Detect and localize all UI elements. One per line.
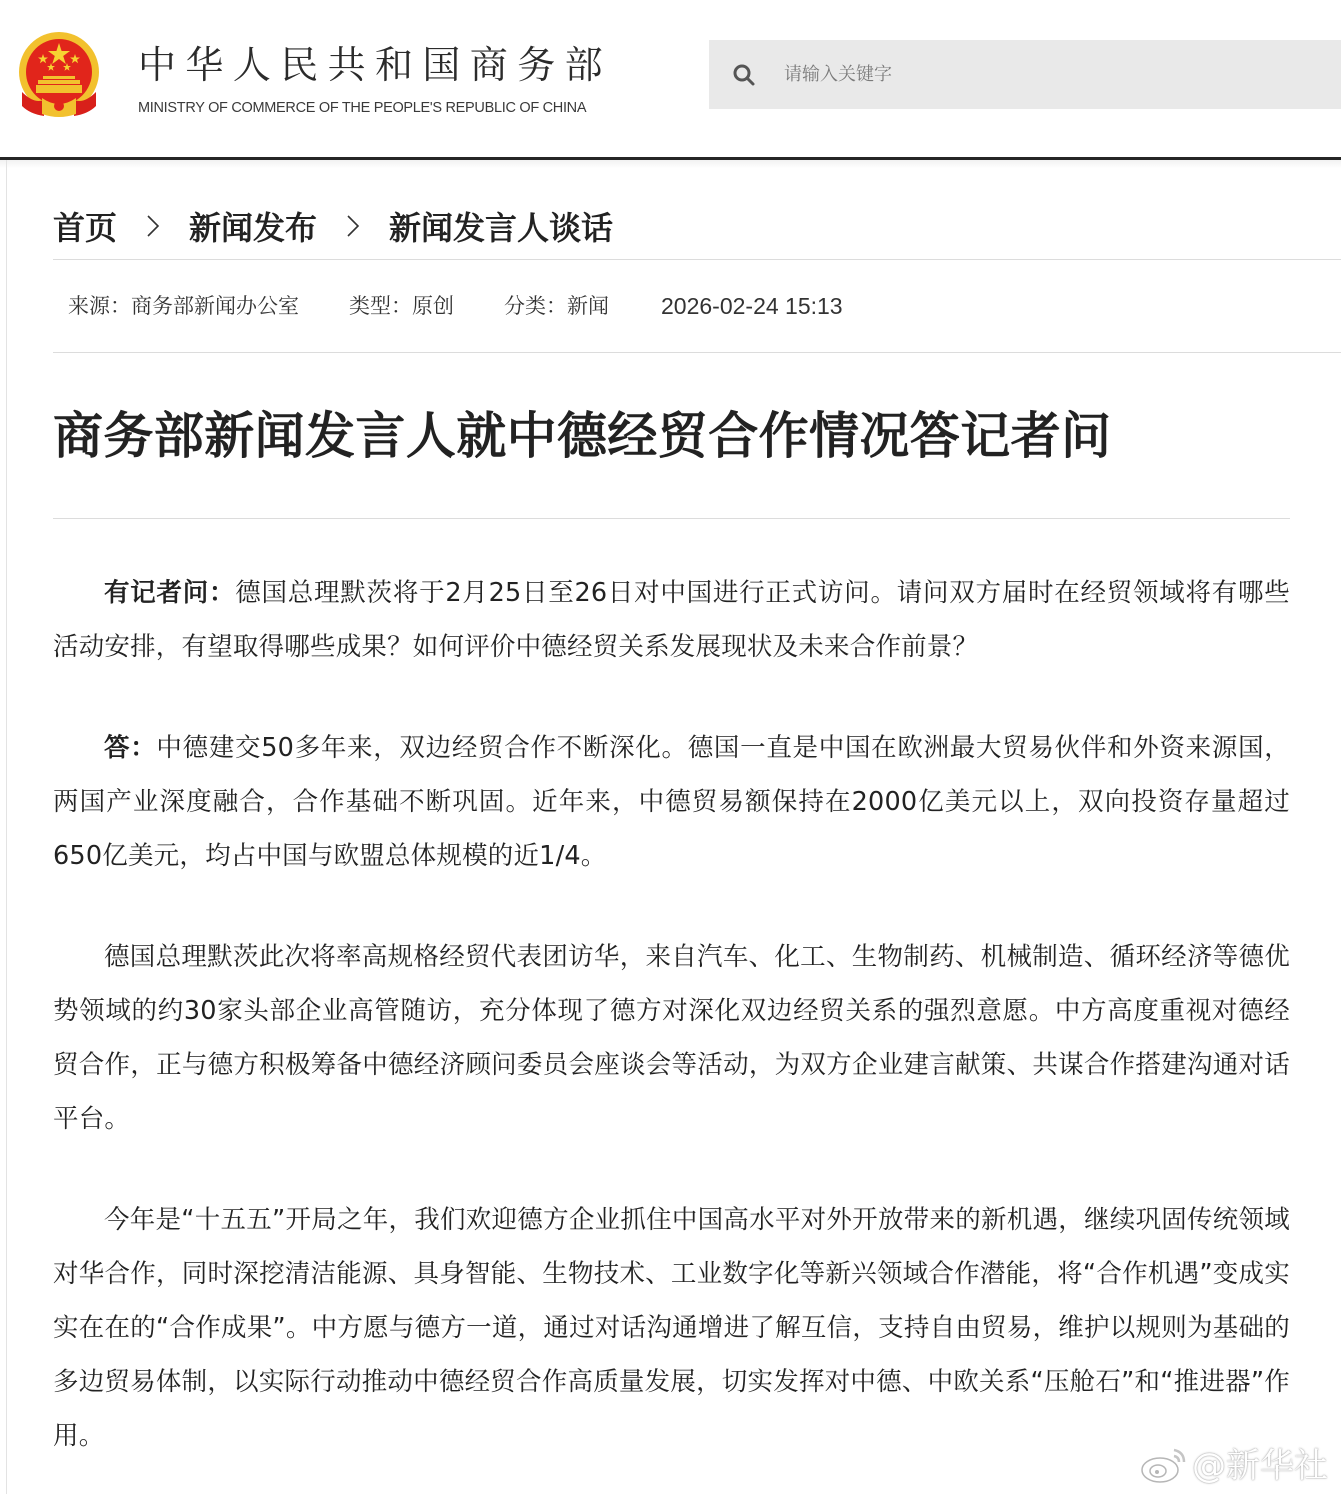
article-paragraph bbox=[53, 566, 1290, 674]
article-paragraph bbox=[53, 1193, 1290, 1463]
site-title-en: MINISTRY OF COMMERCE OF THE PEOPLE'S REPUBLIC OF CHINA bbox=[138, 100, 587, 116]
article-paragraph bbox=[53, 930, 1290, 1146]
divider bbox=[53, 352, 1341, 353]
divider bbox=[53, 259, 1341, 260]
paragraph-text: 今年是“十五五”开局之年，我们欢迎德方企业抓住中国高水平对外开放带来的新机遇，继续巩固传统领域对华合作，同时深挖清洁能源、具身智能、生物技术、工业数字化等新兴领域合作潜能，将“合作机遇”变成实实在在的“合作成果”。中方愿与德方一道，通过对话沟通增进了解互信，支持自由贸易，维护以规则为基础的多边贸易体制，以实际行动推动中德经贸合作高质量发展，切实发挥对中德、中欧关系“压舱石”和“推进器”作用。 bbox=[53, 1205, 1290, 1451]
breadcrumb bbox=[53, 200, 613, 252]
meta-type bbox=[349, 289, 454, 323]
meta-source-label: 来源： bbox=[68, 294, 131, 318]
search-box[interactable] bbox=[709, 40, 1341, 109]
answer-lead: 答： bbox=[104, 733, 157, 763]
breadcrumb-home[interactable]: 首页 bbox=[53, 209, 118, 247]
meta-date: 2026-02-24 15:13 bbox=[661, 293, 843, 319]
article-body bbox=[53, 566, 1290, 1494]
article-title: 商务部新闻发言人就中德经贸合作情况答记者问 bbox=[53, 407, 1112, 465]
divider bbox=[53, 518, 1290, 519]
site-title-cn: 中华人民共和国商务部 bbox=[138, 43, 613, 87]
meta-type-value: 原创 bbox=[412, 294, 454, 318]
left-border bbox=[6, 160, 7, 1494]
meta-source bbox=[68, 289, 299, 323]
chevron-right-icon bbox=[117, 214, 189, 238]
national-emblem-icon[interactable] bbox=[14, 30, 104, 122]
breadcrumb-news-release[interactable]: 新闻发布 bbox=[189, 209, 318, 247]
site-brand[interactable] bbox=[138, 42, 612, 116]
search-input[interactable] bbox=[784, 64, 1284, 85]
meta-category bbox=[504, 289, 609, 323]
meta-source-value: 商务部新闻办公室 bbox=[131, 294, 299, 318]
meta-type-label: 类型： bbox=[349, 294, 412, 318]
xinhua-watermark bbox=[1140, 1438, 1328, 1487]
article-paragraph bbox=[53, 721, 1290, 883]
watermark-text: @新华社 bbox=[1192, 1446, 1328, 1486]
meta-category-label: 分类： bbox=[504, 294, 567, 318]
breadcrumb-spokesperson[interactable]: 新闻发言人谈话 bbox=[389, 209, 614, 247]
article-meta bbox=[68, 289, 843, 323]
chevron-right-icon bbox=[317, 214, 389, 238]
weibo-icon bbox=[1140, 1442, 1190, 1484]
paragraph-text: 中德建交50多年来，双边经贸合作不断深化。德国一直是中国在欧洲最大贸易伙伴和外资来源国，两国产业深度融合，合作基础不断巩固。近年来，中德贸易额保持在2000亿美元以上，双向投资存量超过650亿美元，均占中国与欧盟总体规模的近1/4。 bbox=[53, 733, 1290, 871]
site-header bbox=[0, 0, 1341, 157]
search-icon[interactable] bbox=[732, 63, 756, 87]
paragraph-text: 德国总理默茨将于2月25日至26日对中国进行正式访问。请问双方届时在经贸领域将有哪些活动安排，有望取得哪些成果？如何评价中德经贸关系发展现状及未来合作前景？ bbox=[53, 578, 1290, 662]
meta-category-value: 新闻 bbox=[567, 294, 609, 318]
question-lead: 有记者问： bbox=[104, 578, 236, 608]
header-shadow bbox=[0, 160, 1341, 168]
paragraph-text: 德国总理默茨此次将率高规格经贸代表团访华，来自汽车、化工、生物制药、机械制造、循环经济等德优势领域的约30家头部企业高管随访，充分体现了德方对深化双边经贸关系的强烈意愿。中方高度重视对德经贸合作，正与德方积极筹备中德经济顾问委员会座谈会等活动，为双方企业建言献策、共谋合作搭建沟通对话平台。 bbox=[53, 942, 1290, 1134]
